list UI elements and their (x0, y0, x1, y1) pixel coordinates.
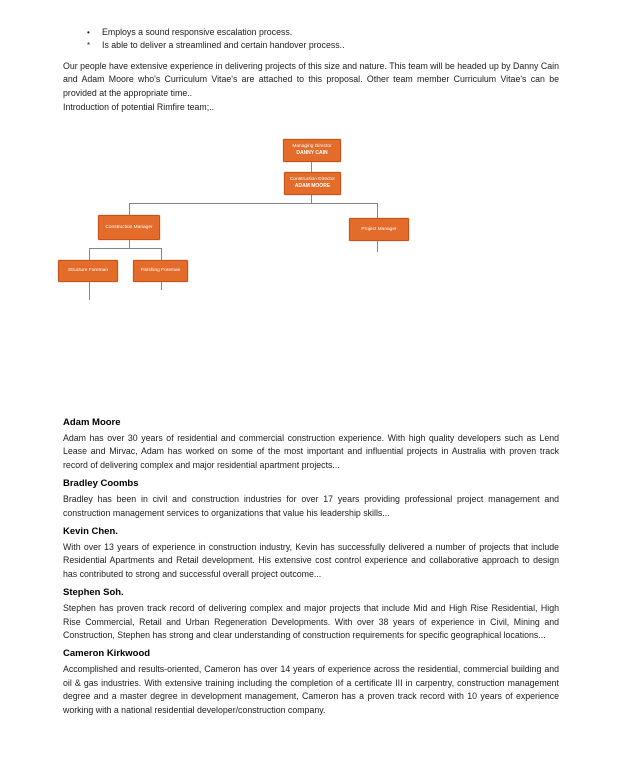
org-box-construction-director (284, 172, 341, 195)
org-box-construction-manager (98, 215, 160, 240)
org-box-person-name: ADAM MOORE (294, 183, 331, 189)
bio-paragraph: With over 13 years of experience in construction industry, Kevin has successfully delivered a number of projects that include Residential Apartments and Retail development. His extensive cost control experience and collaborative approach to design has contributed to strong and successful overall project outcome... (63, 542, 559, 579)
bullet-icon: * (87, 41, 91, 50)
org-box-finishing-foreman (133, 260, 188, 282)
org-box-title: Managing Director (292, 144, 332, 149)
bio-heading: Cameron Kirkwood (63, 648, 151, 660)
org-box-person-name: DANNY CAIN (296, 150, 328, 156)
bio-paragraph: Bradley has been in civil and construction industries for over 17 years providing professional project management and construction management services to organizations that value his leadership skills... (63, 494, 559, 518)
bio-paragraph: Adam has over 30 years of residential and commercial construction experience. With high quality developers such as Lend Lease and Mirvac, Adam has worked on some of the most important and influential projects in Australia with proven track record of delivering complex and major residential apartment projects... (63, 433, 559, 470)
org-box-title: Construction Manager (105, 224, 153, 230)
org-box-title: Structure Foreman (68, 268, 108, 273)
bio-heading: Adam Moore (63, 417, 121, 428)
org-box-title: Construction Director (289, 177, 336, 182)
bio-paragraph: Accomplished and results-oriented, Cameron has over 14 years of experience across the residential, commercial building and oil & gas industries. With extensive training including the completion of a certificate III in carpentry, construction management degree and a master degree in development management, Cameron has a proven track record with 10 years of experience working with a national residential developer/construction company. (63, 664, 559, 715)
bullet-text: Employs a sound responsive escalation process. (102, 27, 293, 37)
bio-adam-moore (63, 417, 559, 472)
intro-paragraph: Our people have extensive experience in delivering projects of this size and nature. This team will be headed up by Danny Cain and Adam Moore who's Curriculum Vitae's are attached to this proposal. Other team member Curriculum Vitae's can be provided at the appropriate time.. (63, 61, 559, 98)
org-box-title: Finishing Foreman (140, 268, 181, 273)
org-box-project-manager (349, 218, 409, 241)
org-chart (0, 0, 620, 310)
bio-heading: Kevin Chen. (63, 526, 118, 538)
org-box-structure-foreman (58, 260, 118, 282)
bio-heading: Stephen Soh. (63, 587, 124, 599)
team-bios-section (63, 417, 559, 719)
bio-stephen-soh (63, 587, 559, 642)
bio-heading: Bradley Coombs (63, 478, 139, 490)
bio-kevin-chen (63, 526, 559, 581)
org-box-title: Project Manager (361, 226, 397, 232)
bio-paragraph: Stephen has proven track record of delivering complex and major projects that include Mid and High Rise Residential, High Rise Commercial, Retail and Urban Regeneration Developments. With over 38 years of experience in Civil, Mining and Construction, Stephen has strong and clear understanding of construction requirements for specific geographical locations... (63, 603, 559, 641)
org-box-managing-director (283, 139, 341, 162)
bullet-icon: • (87, 28, 90, 37)
bullet-text: Is able to deliver a streamlined and certain handover process.. (102, 40, 345, 50)
bio-cameron-kirkwood (63, 648, 559, 717)
team-intro-line: Introduction of potential Rimfire team;.. (63, 102, 215, 113)
bio-bradley-coombs (63, 478, 559, 520)
